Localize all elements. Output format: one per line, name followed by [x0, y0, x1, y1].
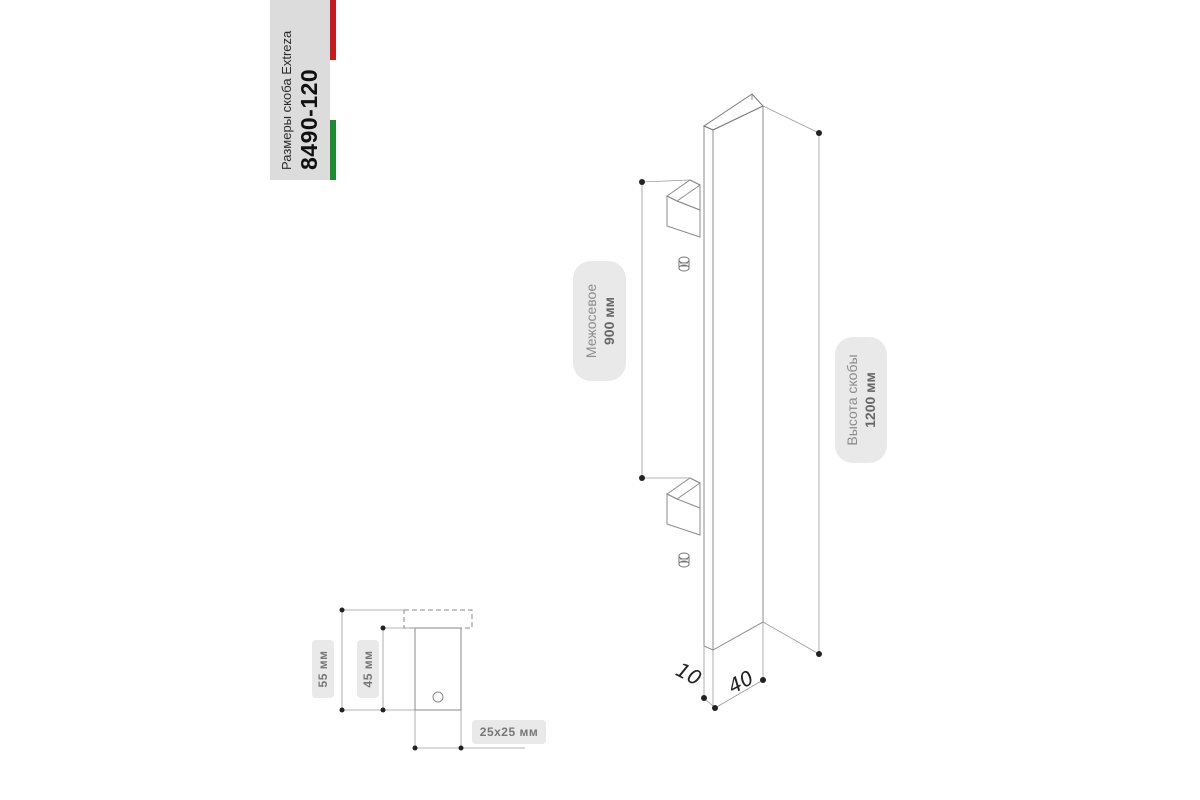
center-distance-caption: Межосевое [582, 283, 599, 359]
leg-inner-height-value: 45 мм [361, 650, 375, 688]
handle-height-label [835, 337, 887, 463]
bar-front-face [704, 126, 713, 650]
handle-height-value: 1200 мм [862, 372, 878, 428]
center-distance-value: 900 мм [600, 297, 617, 345]
leg-detail [404, 610, 472, 710]
title-tag [270, 0, 336, 180]
flag-stripe-red [330, 0, 336, 60]
screw-icon [679, 553, 689, 567]
leg-total-height-label [312, 640, 334, 698]
thickness-dimension: 10 [671, 657, 706, 691]
width-dimension: 40 [723, 665, 758, 699]
title-subtitle: Размеры скоба Extreza [279, 30, 294, 170]
bar-side-face [713, 106, 763, 650]
screw-icon [679, 257, 689, 271]
lower-leg [667, 478, 700, 535]
flag-stripe-green [330, 120, 336, 180]
title-model: 8490-120 [296, 68, 322, 170]
bar-top-face [704, 94, 763, 130]
title-text [274, 0, 328, 170]
flag-stripe-white [330, 60, 336, 120]
leg-total-height-value: 55 мм [316, 650, 330, 688]
leg-inner-height-label [357, 640, 379, 698]
upper-leg [667, 180, 700, 237]
leg-section-label: 25x25 мм [472, 720, 546, 744]
center-distance-label [573, 261, 626, 381]
handle-height-caption: Высота скобы [844, 354, 860, 446]
